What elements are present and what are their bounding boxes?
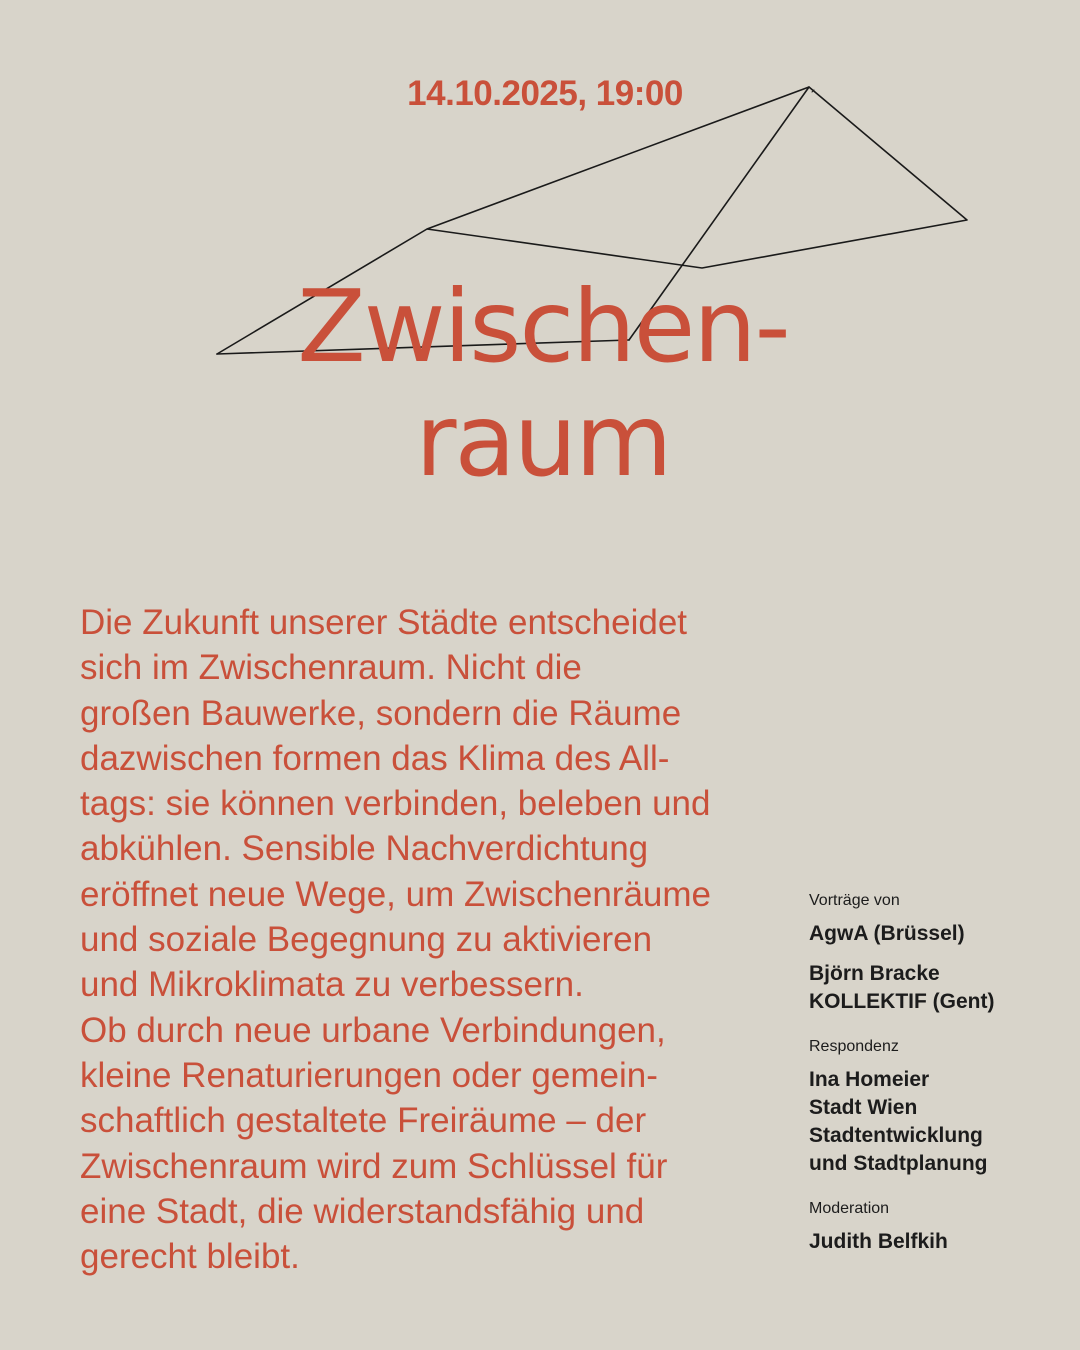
description-line: eröffnet neue Wege, um Zwischenräume [80,874,711,914]
description-line: eine Stadt, die widerstandsfähig und [80,1191,645,1231]
respondent-name [809,1066,1069,1178]
description-line: dazwischen formen das Klima des All- [80,738,670,778]
event-title [0,270,1080,498]
talks-label: Vorträge von [809,892,900,909]
event-description [80,600,800,1279]
description-line: großen Bauwerke, sondern die Räume [80,693,682,733]
description-line: Die Zukunft unserer Städte entscheidet [80,603,688,642]
description-line: schaftlich gestaltete Freiräume – der [80,1101,647,1141]
description-line: und Mikroklimata zu verbessern. [80,965,584,1005]
description-line: sich im Zwischenraum. Nicht die [80,648,582,688]
respondent-line: Stadt Wien [809,1096,918,1119]
event-title-line: Zwischen- [297,268,789,385]
speaker-name: AgwA (Brüssel) [809,922,965,945]
event-title-line: raum [415,382,671,499]
respondent-line: Stadtentwicklung [809,1124,983,1147]
moderation-label: Moderation [809,1200,890,1217]
response-label: Respondenz [809,1038,899,1055]
description-line: und soziale Begegnung zu aktivieren [80,920,653,960]
description-line: kleine Renaturierungen oder gemein- [80,1055,658,1095]
speaker-line: Björn Bracke [809,962,940,985]
moderator-name: Judith Belfkih [809,1230,948,1253]
description-line: gerecht bleibt. [80,1237,300,1277]
respondent-line: Ina Homeier [809,1068,930,1091]
speaker-name [809,960,1069,1016]
event-credits [809,890,1069,1256]
respondent-line: und Stadtplanung [809,1152,988,1175]
description-line: abkühlen. Sensible Nachverdichtung [80,829,649,869]
event-date-time: 14.10.2025, 19:00 [407,74,683,113]
description-line: tags: sie können verbinden, beleben und [80,784,711,824]
speaker-line: KOLLEKTIF (Gent) [809,990,995,1013]
description-line: Zwischenraum wird zum Schlüssel für [80,1146,668,1186]
description-line: Ob durch neue urbane Verbindungen, [80,1010,666,1050]
